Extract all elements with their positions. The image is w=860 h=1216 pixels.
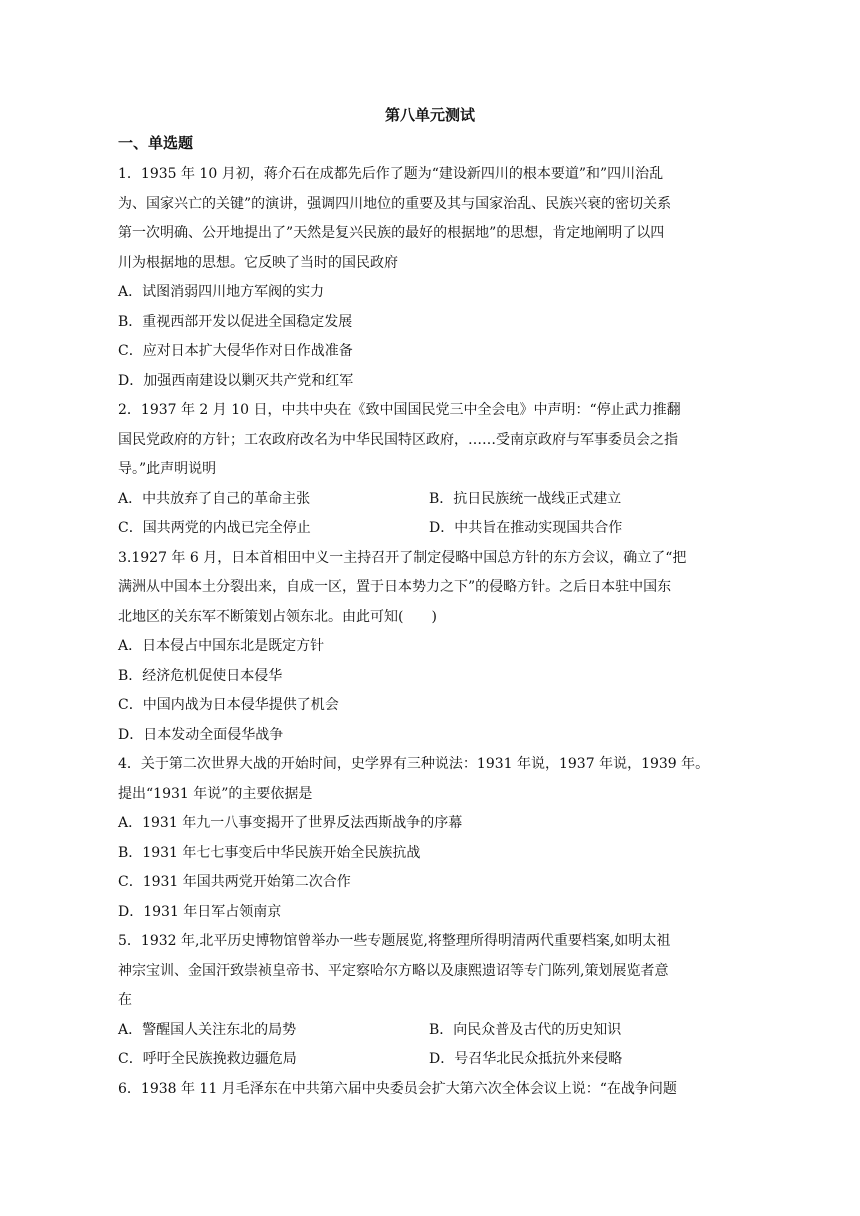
answer-option: D．1931 年日军占领南京 [118, 903, 282, 920]
answer-option: D．中共旨在推动实现国共合作 [429, 520, 623, 536]
question-stem-line: 在 [118, 992, 132, 1008]
question-stem-line: 满洲从中国本土分裂出来，自成一区，置于日本势力之下”的侵略方针。之后日本驻中国东 [118, 579, 672, 595]
question-5 [118, 927, 743, 1075]
question-stem-line: 1．1935 年 10 月初，蒋介石在成都先后作了题为“建设新四川的根本要道”和”四川治乱 [118, 166, 664, 182]
answer-options [118, 278, 743, 396]
answer-option: B．向民众普及古代的历史知识 [429, 1021, 622, 1038]
question-stem-line: 第一次明确、公开地提出了”天然是复兴民族的最好的根据地”的思想，肯定地阐明了以四 [118, 225, 665, 241]
answer-option: C．中国内战为日本侵华提供了机会 [118, 697, 339, 713]
answer-option: D．加强西南建设以剿灭共产党和红军 [118, 372, 354, 389]
answer-options [118, 809, 743, 927]
question-stem [118, 544, 743, 633]
question-stem-line: 导。”此声明说明 [118, 461, 217, 477]
question-stem-line: 为、国家兴亡的关键”的演讲，强调四川地位的重要及其与国家治乱、民族兴衰的密切关系 [118, 195, 672, 212]
question-4 [118, 750, 743, 927]
answer-option: B．经济危机促使日本侵华 [118, 667, 283, 684]
question-3 [118, 544, 743, 751]
answer-option: C．呼吁全民族挽救边疆危局 [118, 1051, 297, 1067]
question-stem-line: 国民党政府的方针；工农政府改名为中华民国特区政府，……受南京政府与军事委员会之指 [118, 431, 678, 448]
question-list [118, 160, 743, 1104]
question-stem-line: 北地区的关东军不断策划占领东北。由此可知( ) [118, 608, 437, 625]
section-heading: 一、单选题 [118, 134, 194, 152]
answer-option: D．号召华北民众抵抗外来侵略 [429, 1051, 623, 1067]
answer-option: B．重视西部开发以促进全国稳定发展 [118, 313, 353, 330]
question-stem-line: 4．关于第二次世界大战的开始时间，史学界有三种说法：1931 年说，1937 年说，1939 年。 [118, 756, 710, 772]
answer-options [118, 1016, 743, 1075]
document-title: 第八单元测试 [384, 106, 475, 124]
question-stem-line: 2．1937 年 2 月 10 日，中共中央在《致中国国民党三中全会电》中声明：“停止武力推翻 [118, 402, 681, 418]
answer-option: A．1931 年九一八事变揭开了世界反法西斯战争的序幕 [118, 815, 463, 831]
answer-option: B．抗日民族统一战线正式建立 [429, 490, 622, 507]
answer-option: A．试图消弱四川地方军阀的实力 [118, 284, 325, 300]
question-stem [118, 927, 743, 1016]
answer-options [118, 485, 743, 544]
question-stem-line: 神宗宝训、金国汗致崇祯皇帝书、平定察哈尔方略以及康熙遗诏等专门陈列,策划展览者意 [118, 962, 669, 979]
answer-options [118, 632, 743, 750]
question-2 [118, 396, 743, 544]
answer-option: C．应对日本扩大侵华作对日作战准备 [118, 343, 353, 359]
question-stem [118, 396, 743, 485]
question-1 [118, 160, 743, 396]
question-stem-line: 提出“1931 年说”的主要依据是 [118, 785, 313, 802]
question-stem [118, 1075, 743, 1105]
question-stem-line: 川为根据地的思想。它反映了当时的国民政府 [118, 254, 398, 271]
answer-option: C．1931 年国共两党开始第二次合作 [118, 874, 351, 890]
answer-option: B．1931 年七七事变后中华民族开始全民族抗战 [118, 844, 421, 861]
question-stem-line: 3.1927 年 6 月，日本首相田中义一主持召开了制定侵略中国总方针的东方会议，确立了“把 [118, 549, 687, 566]
answer-option: C．国共两党的内战已完全停止 [118, 520, 311, 536]
answer-option: A．警醒国人关注东北的局势 [118, 1021, 297, 1038]
question-stem [118, 750, 743, 809]
answer-option: D．日本发动全面侵华战争 [118, 726, 284, 743]
question-stem-line: 5．1932 年,北平历史博物馆曾举办一些专题展览,将整理所得明清两代重要档案,如明太祖 [118, 933, 671, 949]
question-stem [118, 160, 743, 278]
answer-option: A．日本侵占中国东北是既定方针 [118, 638, 325, 654]
question-stem-line: 6．1938 年 11 月毛泽东在中共第六届中央委员会扩大第六次全体会议上说：“在战争问题 [118, 1080, 677, 1097]
question-6 [118, 1075, 743, 1105]
answer-option: A．中共放弃了自己的革命主张 [118, 490, 311, 507]
